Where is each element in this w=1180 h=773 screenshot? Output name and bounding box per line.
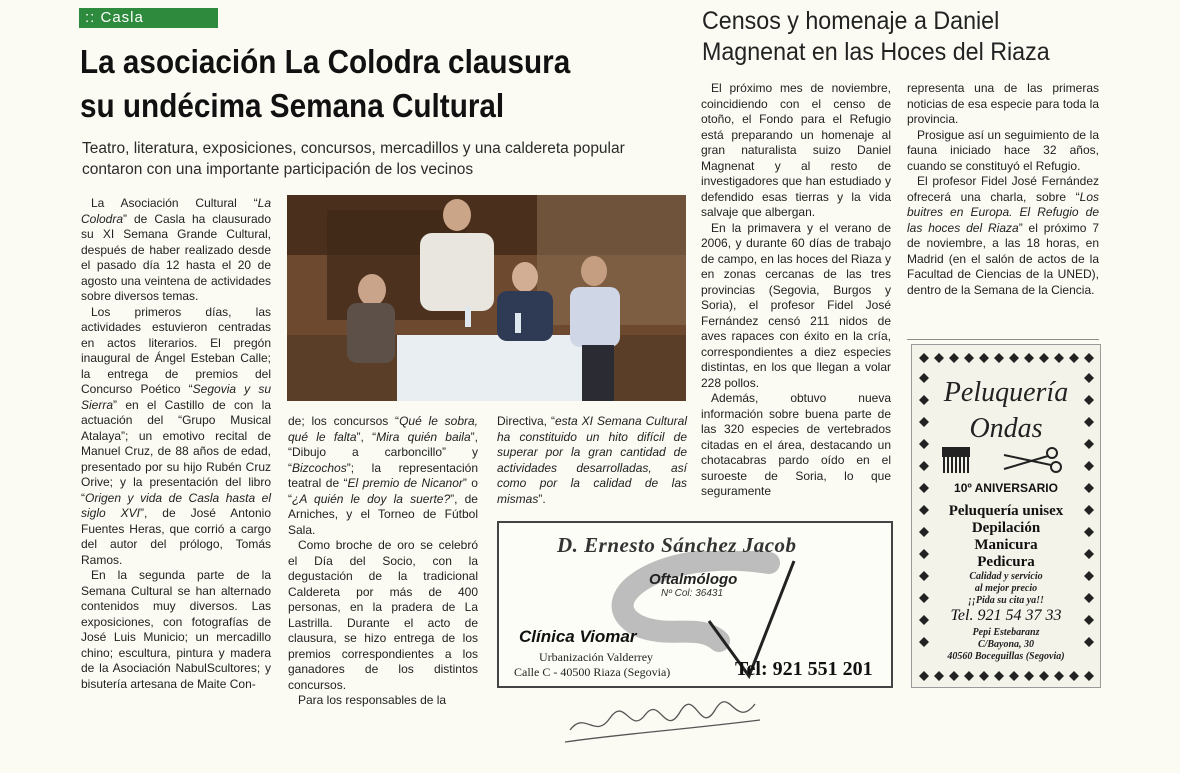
clinic-address-2: Calle C - 40500 Riaza (Segovia) — [514, 665, 671, 679]
paragraph: Además, obtuvo nueva información sobre buena parte de las 320 especies de vertebrados citadas en el área, destacando un chotacabras pardo oído en el suroeste de Soria, lo que seguramente — [701, 391, 891, 498]
slogan-line: Calidad y servicio — [969, 571, 1043, 582]
article-title: La asociación La Colodra clausura su undécima Semana Cultural — [80, 43, 571, 124]
side-article-column-1 — [701, 81, 891, 500]
paragraph: Como broche de oro se celebró el Día del Socio, con la degustación de la tradicional Caldereta por más de 400 personas, en la pradera de La Lastrilla. Durante el acto de clausura, se hizo entrega de los premios correspondientes a los ganadores de los distintos concursos. — [288, 538, 478, 692]
salon-name-secondary: Ondas — [969, 413, 1043, 444]
article-column-2 — [288, 414, 478, 709]
section-tag: :: Casla — [79, 8, 218, 28]
comb-scissors-icon — [938, 443, 1074, 477]
clinic-address-1: Urbanización Valderrey — [539, 650, 654, 664]
doctor-name: D. Ernesto Sánchez Jacob — [557, 533, 797, 557]
paragraph: Directiva, “esta XI Semana Cultural ha constituido un hito difícil de superar por la gran cantidad de actividades desarrolladas, así como por la calidad de las mismas”. — [497, 414, 687, 506]
paragraph: representa una de las primeras noticias de esa especie para toda la provincia. — [907, 81, 1099, 126]
article-column-1 — [81, 196, 271, 692]
salon-name: Peluquería — [943, 377, 1069, 408]
clinic-advertisement — [497, 521, 893, 688]
salon-phone: Tel. 921 54 37 33 — [950, 607, 1062, 624]
divider — [907, 339, 1099, 340]
salon-services — [912, 503, 1100, 571]
paragraph: El profesor Fidel José Fernández ofrecerá una charla, sobre “Los buitres en Europa. El Refugio de las hoces del Riaza” el próximo 7 de noviembre, a las 18 horas, en Madrid (en el salón de actos de la Facultad de Ciencias de la UNED), dentro de la Semana de la Ciencia. — [907, 174, 1099, 297]
service-item: Depilación — [971, 520, 1041, 536]
service-item: Manicura — [974, 537, 1038, 553]
salon-address — [912, 627, 1100, 663]
side-article-title: Censos y homenaje a Daniel Magnenat en las Hoces del Riaza — [702, 7, 1050, 66]
anniversary-badge: 10º ANIVERSARIO — [954, 481, 1058, 495]
paragraph: El próximo mes de noviembre, coincidiendo con el censo de otoño, el Fondo para el Refugio está preparando un homenaje al gran naturalista suizo Daniel Magnenat y al resto de investigadores que han estudiado y defendido esas tierras y la vida salvaje que albergan. — [701, 81, 891, 219]
paragraph: Los primeros días, las actividades estuvieron centradas en actos literarios. El pregón inaugural de Ángel Esteban Calle; la entrega de premios del Concurso Poético “Segovia y su Sierra” en el Castillo de con la actuación del “Grupo Musical Atalaya”; un emotivo recital de Manuel Cruz, de 88 años de edad, presentado por su hijo Rubén Cruz Orive; y la presentación del libro “Origen y vida de Casla hasta el siglo XVI”, de José Antonio Fuentes Heras, que corrió a cargo del autor del prólogo, Tomás Ramos. — [81, 304, 271, 567]
paragraph: La Asociación Cultural “La Colodra” de Casla ha clausurado su XI Semana Grande Cultural, después de haber realizado desde el pasado día 12 hasta el 20 de agosto una veintena de actividades sobre diversos temas. — [81, 196, 271, 303]
street-address: C/Bayona, 30 — [977, 639, 1035, 650]
salon-advertisement — [911, 344, 1101, 688]
event-photo — [287, 195, 686, 401]
clinic-name: Clínica Viomar — [519, 627, 637, 646]
specialty: Oftalmólogo — [649, 571, 738, 588]
handwritten-signature-icon — [560, 690, 770, 750]
salon-slogan — [912, 571, 1100, 607]
paragraph: En la segunda parte de la Semana Cultural se han alternado contenidos muy diversos. Las exposiciones, con fotografías de José Luis Municio; un mercadillo chino; escultura, pintura y madera de la Asociación NabulScultores; y bisutería artesana de Maite Con- — [81, 568, 271, 691]
paragraph: Para los responsables de la — [298, 693, 447, 707]
service-item: Peluquería unisex — [948, 503, 1064, 519]
owner-name: Pepi Estebaranz — [972, 627, 1040, 638]
paragraph: Prosigue así un seguimiento de la fauna iniciado hace 32 años, cuando se constituyó el Refugio. — [907, 127, 1099, 173]
article-column-3 — [497, 414, 687, 507]
city-address: 40560 Boceguillas (Segovia) — [947, 651, 1065, 662]
service-item: Pedicura — [977, 554, 1035, 570]
slogan-line: ¡¡Pida su cita ya!! — [968, 595, 1044, 606]
college-number: Nº Col: 36431 — [661, 588, 724, 599]
article-lead: Teatro, literatura, exposiciones, concursos, mercadillos y una caldereta popular contaron con una importante participación de los vecinos — [82, 140, 625, 178]
side-article-column-2 — [907, 81, 1099, 298]
clinic-phone: Tel: 921 551 201 — [735, 658, 873, 680]
paragraph: En la primavera y el verano de 2006, y durante 60 días de trabajo de campo, en las hoces del Riaza y en zonas cercanas de las tres provincias (Segovia, Burgos y Soria), el profesor Fidel José Fernández censó 211 nidos de aves rapaces con éxito en la cría, correspondientes a diez especies distintas, en los que llegan a volar 228 pollos. — [701, 220, 891, 390]
slogan-line: al mejor precio — [974, 583, 1038, 594]
paragraph: de; los concursos “Qué le sobra, qué le falta”, “Mira quién baila”, “Dibujo a carboncillo” y “Bizcochos”; la representación teatral de “El premio de Nicanor” o “¿A quién le doy la suerte?”, de Arniches, y el Torneo de Fútbol Sala. — [288, 414, 478, 537]
